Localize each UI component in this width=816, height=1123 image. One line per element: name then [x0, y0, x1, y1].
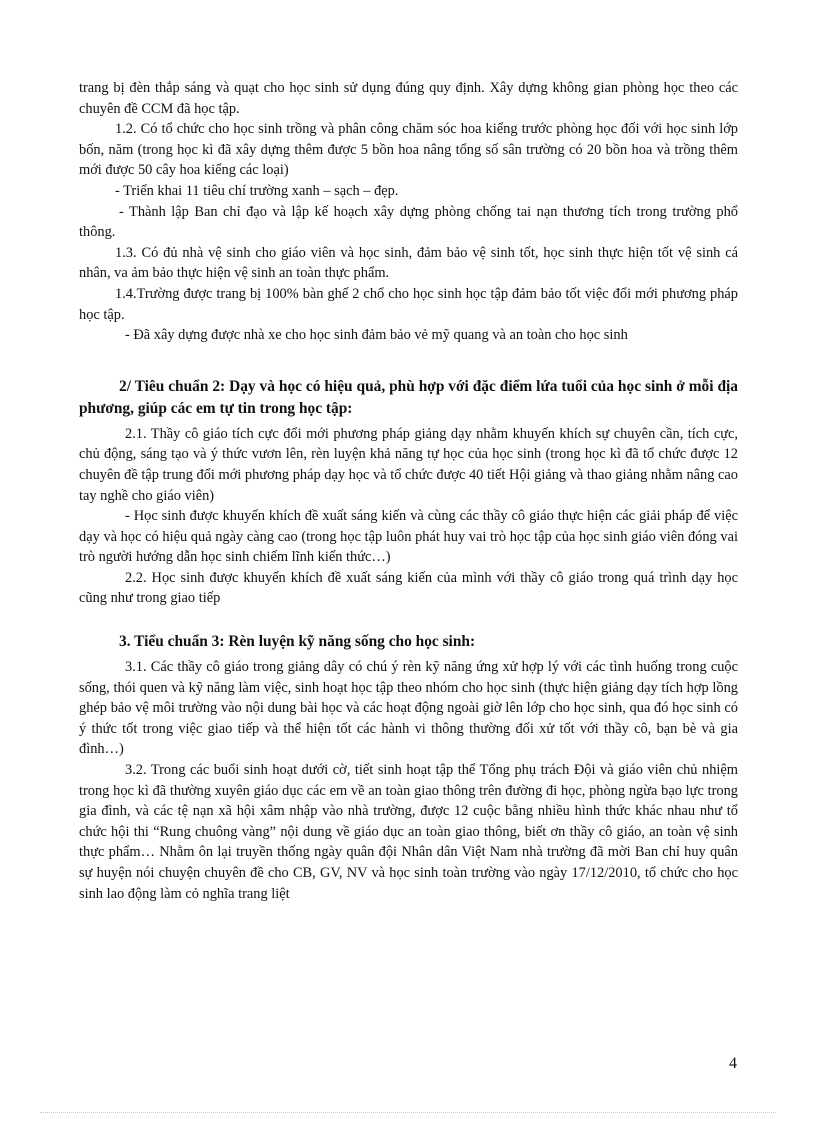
paragraph-3-1: 3.1. Các thầy cô giáo trong giảng dây có chú ý rèn kỹ năng ứng xử hợp lý với các tình huống trong cuộc sống, thói quen và kỹ năng làm việc, sinh hoạt học tập theo nhóm cho học sinh (thực hiện giảng dạy tích hợp lồng ghép bảo vệ môi trường vào nội dung bài học và các hoạt động ngoài giờ lên lớp cho học sinh, qua đó học sinh có ý thức tốt trong việc giao tiếp và thể hiện tốt các hành vi thông thường đối xử tốt với thầy cô, bạn bè và gia đình…) — [79, 659, 738, 758]
paragraph-1-2: 1.2. Có tổ chức cho học sinh trồng và phân công chăm sóc hoa kiểng trước phòng học đối với học sinh lớp bốn, năm (trong học kì đã xây dựng thêm được 5 bồn hoa nâng tổng số sân trường có 20 bồn hoa và trồng thêm mới được 50 cây hoa kiểng các loại) — [79, 121, 738, 179]
paragraph-bike-shed: - Đã xây dựng được nhà xe cho học sinh đảm bảo vẻ mỹ quang và an toàn cho học sinh — [125, 327, 628, 344]
document-page — [79, 78, 738, 904]
page-bottom-divider — [40, 1112, 776, 1113]
heading-standard-2: 2/ Tiêu chuẩn 2: Dạy và học có hiệu quả, phù hợp với đặc điểm lứa tuổi của học sinh ở mỗi địa phương, giúp các em tự tin trong học tập: — [79, 377, 738, 417]
heading-standard-3: 3. Tiểu chuẩn 3: Rèn luyện kỹ năng sống cho học sinh: — [119, 633, 476, 651]
paragraph-steering-board: - Thành lập Ban chỉ đạo và lập kế hoạch xây dựng phòng chống tai nạn thương tích trong trường phổ thông. — [79, 203, 738, 241]
paragraph-3-2: 3.2. Trong các buổi sinh hoạt dưới cờ, tiết sinh hoạt tập thể Tổng phụ trách Đội và giáo viên chủ nhiệm trong học kì đã thường xuyên giáo dục các em về an toàn giao thông trên đường đi học, phòng ngừa bạo lực trong gia đình, và các tệ nạn xã hội xâm nhập vào nhà trường, được 12 cuộc bằng nhiều hình thức khác nhau như tổ chức hội thi “Rung chuông vàng” nội dung về giáo dục an toàn giao thông, biết ơn thầy cô giáo, an toàn vệ sinh thực phẩm… Nhằm ôn lại truyền thống ngày quân đội Nhân dân Việt Nam nhà trường đã mời Ban chỉ huy quân sự huyện nói chuyện chuyên đề cho CB, GV, NV và học sinh toàn trường vào ngày 17/12/2010, tổ chức cho học sinh lao động làm cỏ nghĩa trang liệt — [79, 762, 738, 902]
paragraph-student-initiative: - Học sinh được khuyến khích đề xuất sáng kiến và cùng các thầy cô giáo thực hiện các giải pháp để việc dạy và học có hiệu quả ngày càng cao (trong học tập luôn phát huy vai trò học tập của học sinh giáo viên đóng vai trò người hướng dẫn học sinh chiếm lĩnh kiến thức…) — [79, 508, 738, 566]
paragraph-2-1: 2.1. Thầy cô giáo tích cực đổi mới phương pháp giảng dạy nhằm khuyến khích sự chuyên cần, tích cực, chủ động, sáng tạo và ý thức vươn lên, rèn luyện khả năng tự học của học sinh (trong học kì đã tổ chức được 12 chuyên đề tập trung đổi mới phương pháp dạy học và tổ chức được 40 tiết Hội giảng và thao giảng nhằm nâng cao tay nghề cho giáo viên) — [79, 425, 738, 504]
paragraph-classroom-equipment: trang bị đèn thắp sáng và quạt cho học sinh sử dụng đúng quy định. Xây dựng không gian phòng học theo các chuyên đề CCM đã học tập. — [79, 80, 738, 117]
paragraph-1-4: 1.4.Trường được trang bị 100% bàn ghế 2 chổ cho học sinh học tập đảm bảo tốt việc đổi mới phương pháp học tập. — [79, 285, 738, 323]
paragraph-1-3: 1.3. Có đủ nhà vệ sinh cho giáo viên và học sinh, đảm bảo vệ sinh tốt, học sinh thực hiện tốt vệ sinh cá nhân, va ảm bảo thực hiện vệ sinh an toàn thực phẩm. — [79, 244, 738, 282]
paragraph-2-2: 2.2. Học sinh được khuyến khích đề xuất sáng kiến của mình với thầy cô giáo trong quá trình dạy học cũng như trong giao tiếp — [79, 569, 738, 607]
paragraph-green-criteria: - Triển khai 11 tiêu chí trường xanh – sạch – đẹp. — [115, 182, 399, 199]
page-number: 4 — [729, 1055, 737, 1072]
